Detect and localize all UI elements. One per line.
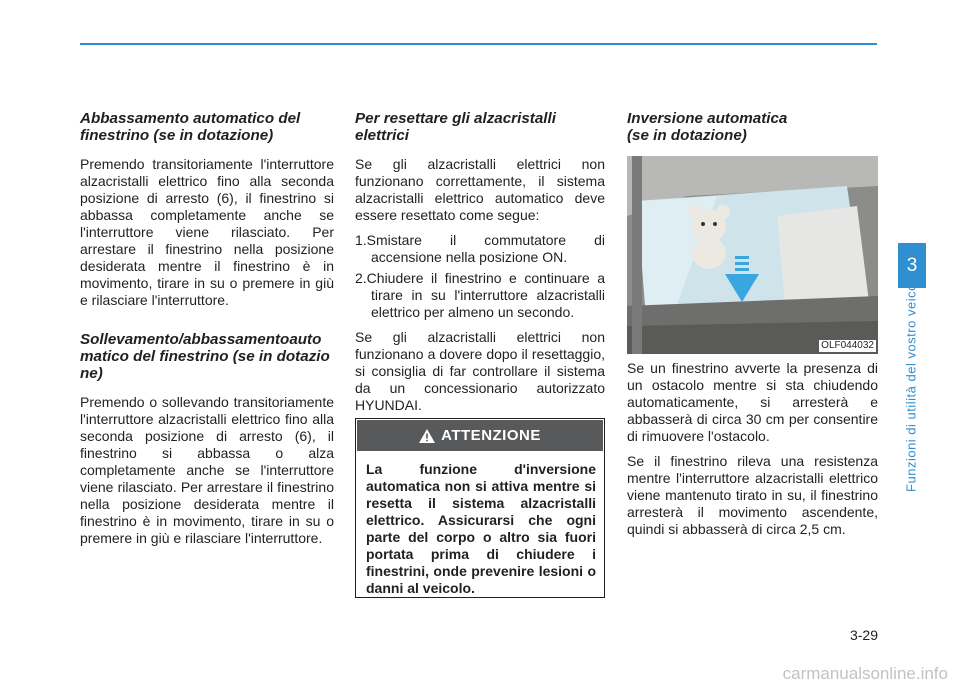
section-title-line: Inversione automatica: [627, 110, 788, 127]
section-title-reset: Per resettare gli alzacristalli elettrici: [355, 110, 556, 144]
section-title-auto-reverse: [627, 110, 878, 144]
column-left: [80, 110, 334, 555]
header-rule: [80, 43, 877, 45]
image-code-label: OLF044032: [821, 340, 874, 351]
column-middle: [355, 110, 605, 422]
chapter-tab: 3: [898, 243, 926, 288]
watermark: carmanualsonline.info: [782, 664, 948, 683]
auto-reverse-p2: Se il finestrino rileva una resistenza mentre l'interruttore alzacristalli elettrico viene mantenuto tirato in su, il finestrino arresterà il movimento ascendente, quindi si abbasserà di circa 2,5 cm.: [627, 453, 878, 537]
warning-title: ATTENZIONE: [441, 427, 541, 444]
section-title-auto-up-down: Sollevamento/abbassamentoautomatico del finestrino (se in dotazione): [80, 331, 330, 382]
warning-box: [355, 418, 605, 598]
section-body-auto-up-down: Premendo o sollevando transitoriamente l'interruttore alzacristalli elettrico fino alla seconda posizione di arresto (6), il finestrino si abbassa o alza completamente anche se l'interruttore viene rilasciato. Per arrestare il finestrino nella posizione desiderata mentre il finestrino è in movimento, tirare in su o premere in giù e rilasciare l'interruttore.: [80, 394, 334, 546]
auto-reverse-p1: Se un finestrino avverte la presenza di un ostacolo mentre si sta chiudendo automaticamente, si arresterà e abbasserà di circa 30 cm per consentire di rimuovere l'ostacolo.: [627, 360, 878, 444]
column-right-text: [627, 360, 878, 546]
reset-steps: [355, 232, 605, 321]
section-title-auto-down: Abbassamento automatico del finestrino (se in dotazione): [80, 110, 301, 144]
chapter-side-label: Funzioni di utilità del vostro veicolo: [903, 272, 919, 492]
reset-step: 2.Chiudere il finestrino e continuare a tirare in su l'interruttore alzacristalli elettrico per almeno un secondo.: [355, 270, 605, 320]
window-teddy-bear-image: [627, 156, 878, 354]
warning-header: [357, 420, 603, 451]
car-window-illustration: [627, 156, 878, 354]
section-title-line: (se in dotazione): [627, 127, 747, 144]
page-number: 3-29: [849, 627, 878, 643]
column-right: [627, 110, 878, 156]
reset-step: 1.Smistare il commutatore di accensione nella posizione ON.: [355, 232, 605, 265]
warning-text: La funzione d'inversione automatica non si attiva mentre si resetta il sistema alzacristalli elettrico. Assicurarsi che ogni parte del corpo o altro sia fuori portata prima di chiudere i finestrini, onde prevenire lesioni o danni al veicolo.: [366, 461, 596, 596]
warning-triangle-icon: [419, 429, 435, 443]
reset-intro: Se gli alzacristalli elettrici non funzionano correttamente, il sistema alzacristalli elettrico automatico deve essere resettato come segue:: [355, 156, 605, 223]
section-body-auto-down: Premendo transitoriamente l'interruttore alzacristalli elettrico fino alla seconda posizione di arresto (6), il finestrino si abbassa completamente anche se l'interruttore viene rilasciato. Per arrestare il finestrino nella posizione desiderata mentre il finestrino è in movimento, tirare in su o premere in giù e rilasciare l'interruttore.: [80, 156, 334, 308]
reset-outro: Se gli alzacristalli elettrici non funzionano a dovere dopo il resettaggio, si consiglia di far controllare il sistema da un concessionario autorizzato HYUNDAI.: [355, 329, 605, 413]
